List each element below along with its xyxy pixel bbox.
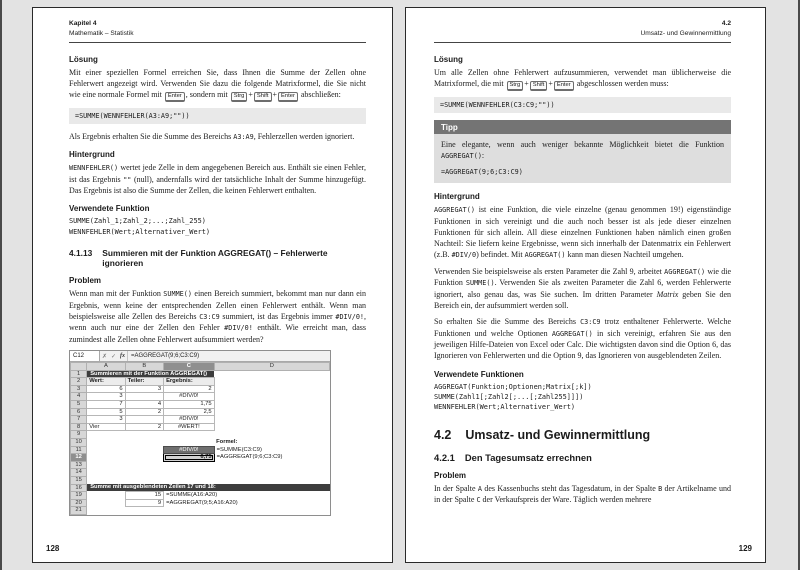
inline-code: SUMME() xyxy=(465,279,495,288)
row-number-11: 11 xyxy=(71,446,87,454)
sheet-cell: Formel: xyxy=(216,439,238,446)
mono-line: WENNFEHLER(Wert;Alternativer_Wert) xyxy=(434,403,576,412)
sheet-cell xyxy=(214,378,329,386)
sheet-cell xyxy=(125,446,163,454)
sheet-cell xyxy=(87,431,125,439)
used-functions-list xyxy=(434,382,731,413)
enter-icon: ✓ xyxy=(110,353,117,360)
sheet-cell xyxy=(214,393,329,401)
sheet-cell xyxy=(87,476,125,484)
row-number-5: 5 xyxy=(71,401,87,409)
sheet-cell xyxy=(214,476,329,484)
sheet-row-12 xyxy=(71,454,330,462)
heading-verwendete-funktionen: Verwendete Funktionen xyxy=(434,369,524,379)
sheet-cell xyxy=(125,393,163,401)
row-number-6: 6 xyxy=(71,408,87,416)
row-number-1: 1 xyxy=(71,370,87,378)
row-number-8: 8 xyxy=(71,423,87,431)
formula-bar-value: =AGGREGAT(9;6;C3:C9) xyxy=(131,353,200,360)
heading-problem: Problem xyxy=(69,276,102,286)
page-right xyxy=(405,7,766,563)
inline-code: #DIV/0 xyxy=(451,251,477,260)
inline-code: AGGREGAT() xyxy=(441,151,482,160)
sheet-cell xyxy=(164,469,215,477)
sheet-cell: 7 xyxy=(87,401,125,409)
sheet-cell xyxy=(125,476,163,484)
tip-box-body xyxy=(434,134,731,184)
sheet-cell: 2 xyxy=(125,423,163,431)
paragraph-problem: Wenn man mit der Funktion SUMME() einen Bereich summiert, bekommt man nur dann ein Ergebnis, wenn keine der entsprechenden Zellen einen Fehlerwert enthält. Wenn man beispielsweise alle Zellen des Bereichs C3:C9 summiert, ist das Ergebnis immer #DIV/0!, wenn auch nur eine der Zellen den Fehler #DIV/0! enthält. Wie erreicht man, dass zumindest alle Zellen ohne Fehlerwert aufsummiert werden? xyxy=(69,289,367,344)
sheet-cell: Vier xyxy=(87,423,125,431)
sheet-cell: 9 xyxy=(125,499,163,507)
sheet-cell: #DIV/0! xyxy=(164,446,215,454)
sheet-row-19 xyxy=(71,492,330,500)
sheet-cell xyxy=(125,454,163,462)
row-number-15: 15 xyxy=(71,476,87,484)
sheet-row-16 xyxy=(71,484,330,492)
sheet-cell xyxy=(125,461,163,469)
sheet-cell xyxy=(214,431,329,439)
sheet-cell: 2 xyxy=(125,408,163,416)
inline-code: A3:A9 xyxy=(233,132,254,141)
sheet-cell xyxy=(214,370,329,378)
sheet-row-6 xyxy=(71,408,330,416)
heading-verwendete-funktion: Verwendete Funktion xyxy=(69,204,150,214)
sheet-cell xyxy=(214,507,329,515)
sheet-cell: Summe mit ausgeblendeten Zeilen 17 und 18: xyxy=(87,484,330,492)
row-number-14: 14 xyxy=(71,469,87,477)
running-header-left xyxy=(69,19,366,43)
row-number-16: 16 xyxy=(71,484,87,492)
sheet-cell: 6,75 xyxy=(164,454,215,462)
inline-code: #DIV/0! xyxy=(224,324,253,333)
sheet-cell xyxy=(164,431,215,439)
inline-code: B xyxy=(658,484,663,493)
paragraph-result: Als Ergebnis erhalten Sie die Summe des Bereichs A3:A9, Fehlerzellen werden ignoriert. xyxy=(69,131,355,141)
inline-code: "" xyxy=(123,175,132,184)
sheet-cell xyxy=(125,469,163,477)
heading-loesung-right: Lösung xyxy=(434,55,463,65)
subsection-title: Den Tagesumsatz errechnen xyxy=(464,451,592,463)
heading-problem-right: Problem xyxy=(434,470,467,480)
sheet-cell xyxy=(125,416,163,424)
sheet-row-2 xyxy=(71,378,330,386)
section-number: 4.2 xyxy=(434,427,452,442)
sheet-cell: 6 xyxy=(87,385,125,393)
section-heading-4-2 xyxy=(434,428,731,442)
key-cap: Shift xyxy=(530,81,548,91)
paragraph-intro-right: Um alle Zellen ohne Fehlerwert aufzusummieren, verwendet man üblicherweise die Matrixformel, die mit Strg + Shift + Enter abgeschlossen werden muss: xyxy=(434,67,731,91)
sheet-row-9 xyxy=(71,431,330,439)
row-number-21: 21 xyxy=(71,507,87,515)
code-block-formula: =SUMME(WENNFEHLER(A3:A9;"")) xyxy=(69,108,366,124)
page-left xyxy=(32,7,393,563)
sheet-cell: 2 xyxy=(164,385,215,393)
sheet-cell: 3 xyxy=(87,416,125,424)
sheet-cell xyxy=(214,423,329,431)
sheet-cell: 5 xyxy=(87,408,125,416)
page-left-content xyxy=(33,8,392,562)
sheet-cell: 3 xyxy=(87,393,125,401)
page-number-left: 128 xyxy=(46,544,60,553)
sheet-cell xyxy=(164,507,215,515)
sheet-row-4 xyxy=(71,393,330,401)
row-number-12: 12 xyxy=(71,454,87,462)
paragraph-background-3: So erhalten Sie die Summe des Bereichs C3:C9 trotz enthaltener Fehlerwerte. Welche Funktionen und welche Optionen AGGREGAT() in sich vereinigt, erfahren Sie aus den jeweiligen Hilfe-Dateien von Excel oder Calc. Die wichtigsten davon sind die Option 6, das Ignorieren von Fehlerwerten und die Option 9, das Ignorieren von ausgeblendeten Zeilen. xyxy=(434,317,731,361)
sheet-cell xyxy=(164,439,215,447)
key-cap: Enter xyxy=(165,92,185,102)
sheet-cell: Ergebnis: xyxy=(164,378,215,386)
page-number-right: 129 xyxy=(738,544,752,553)
sheet-cell xyxy=(214,416,329,424)
sheet-corner xyxy=(71,363,87,371)
chapter-label: Kapitel 4 xyxy=(69,20,97,27)
section-number-label: 4.2 xyxy=(721,20,731,27)
emphasis-text: Matrix xyxy=(656,289,679,299)
sheet-cell xyxy=(125,431,163,439)
row-number-19: 19 xyxy=(71,492,87,500)
key-cap: Shift xyxy=(254,92,272,102)
running-header-right xyxy=(434,19,731,43)
sheet-cell xyxy=(214,461,329,469)
inline-code: C3:C9 xyxy=(580,318,601,327)
sheet-cell: =AGGREGAT(9;6;C3:C9) xyxy=(216,454,283,461)
row-number-9: 9 xyxy=(71,431,87,439)
inline-code: #DIV/0! xyxy=(335,312,365,321)
sheet-header-row xyxy=(71,363,330,371)
sheet-cell xyxy=(87,492,125,500)
inline-code: C xyxy=(476,496,481,505)
inline-code: AGGREGAT() xyxy=(434,206,475,215)
sheet-cell xyxy=(87,446,125,454)
tip-code: =AGGREGAT(9;6;C3:C9) xyxy=(441,168,523,177)
inline-code: AGGREGAT() xyxy=(524,251,566,260)
paragraph-background: WENNFEHLER() wertet jede Zelle in dem angegebenen Bereich aus. Enthält sie einen Fehler, ist das Ergebnis "" (null), andernfalls wird der tatsächliche Inhalt der Summe hinzugefügt. Das Ergebnis ist also die Summe der Zellen, die keinen Fehlerwert enthalten. xyxy=(69,163,366,196)
sheet-row-15 xyxy=(71,476,330,484)
sheet-cell: =SUMME(A16:A20) xyxy=(166,492,218,499)
insert-function-icon: fx xyxy=(120,353,125,360)
sheet-row-20 xyxy=(71,499,330,507)
mono-line: WENNFEHLER(Wert;Alternativer_Wert) xyxy=(69,227,211,236)
column-header-c: C xyxy=(164,363,215,371)
sheet-cell: 15 xyxy=(125,492,163,500)
sheet-cell xyxy=(214,385,329,393)
tip-box xyxy=(434,120,731,184)
sheet-cell: Wert: xyxy=(87,378,125,386)
sheet-cell xyxy=(125,507,163,515)
sheet-cell xyxy=(87,499,125,507)
formula-bar-divider xyxy=(127,351,128,361)
sheet-row-5 xyxy=(71,401,330,409)
section-title: Summieren mit der Funktion AGGREGAT() – Fehlerwerte ignorieren xyxy=(102,248,328,269)
sheet-cell xyxy=(214,401,329,409)
code-block-formula-right: =SUMME(WENNFEHLER(C3:C9;"")) xyxy=(434,97,731,113)
column-header-d: D xyxy=(214,363,329,371)
sheet-cell xyxy=(164,476,215,484)
row-number-7: 7 xyxy=(71,416,87,424)
sheet-cell xyxy=(87,439,125,447)
sheet-cell xyxy=(214,469,329,477)
inline-code: SUMME() xyxy=(163,290,192,299)
row-number-4: 4 xyxy=(71,393,87,401)
inline-code: AGGREGAT() xyxy=(664,267,706,276)
key-cap: Enter xyxy=(278,92,298,102)
used-function-list xyxy=(69,216,366,237)
row-number-2: 2 xyxy=(71,378,87,386)
sheet-row-8 xyxy=(71,423,330,431)
subsection-number: 4.2.1 xyxy=(434,451,455,463)
sheet-cell: 1,75 xyxy=(164,401,215,409)
sheet-row-21 xyxy=(71,507,330,515)
row-number-10: 10 xyxy=(71,439,87,447)
heading-hintergrund: Hintergrund xyxy=(69,150,115,160)
section-heading-4-1-13 xyxy=(69,248,366,268)
mono-line: AGGREGAT(Funktion;Optionen;Matrix[;k]) xyxy=(434,382,592,391)
sheet-cell: #DIV/0! xyxy=(164,416,215,424)
column-header-a: A xyxy=(87,363,125,371)
sheet-cell xyxy=(87,469,125,477)
sheet-cell xyxy=(214,408,329,416)
sheet-cell: Summieren mit der Funktion AGGREGAT() xyxy=(87,370,214,378)
sheet-cell xyxy=(125,439,163,447)
section-title: Umsatz- und Gewinnermittlung xyxy=(465,427,651,442)
heading-loesung: Lösung xyxy=(69,55,98,65)
sheet-table xyxy=(70,362,330,515)
mono-line: SUMME(Zahl1[;Zahl2[;...[;Zahl255]]]) xyxy=(434,392,584,401)
cell-name-box: C12 xyxy=(70,351,100,361)
sheet-cell: #WERT! xyxy=(164,423,215,431)
tip-box-header: Tipp xyxy=(434,120,731,134)
row-number-20: 20 xyxy=(71,499,87,507)
sheet-cell: #DIV/0! xyxy=(164,393,215,401)
sheet-cell xyxy=(87,461,125,469)
sheet-row-7 xyxy=(71,416,330,424)
sheet-row-1 xyxy=(71,370,330,378)
sheet-cell xyxy=(87,507,125,515)
sheet-row-14 xyxy=(71,469,330,477)
chapter-title: Mathematik – Statistik xyxy=(69,29,134,37)
column-header-b: B xyxy=(125,363,163,371)
row-number-3: 3 xyxy=(71,385,87,393)
sheet-row-11 xyxy=(71,446,330,454)
sheet-row-10 xyxy=(71,439,330,447)
section-title-label: Umsatz- und Gewinnermittlung xyxy=(640,29,731,37)
mono-line: SUMME(Zahl_1;Zahl_2;...;Zahl_255) xyxy=(69,217,206,226)
sheet-cell xyxy=(164,461,215,469)
inline-code: C3:C9 xyxy=(199,312,220,321)
formula-bar xyxy=(70,351,330,362)
sheet-row-13 xyxy=(71,461,330,469)
sheet-cell: 4 xyxy=(125,401,163,409)
sheet-cell: =AGGREGAT(9;5;A16:A20) xyxy=(166,499,238,506)
section-number: 4.1.13 xyxy=(69,248,93,259)
key-cap: Enter xyxy=(554,81,574,91)
sheet-cell: Teiler: xyxy=(125,378,163,386)
sheet-cell: 2,5 xyxy=(164,408,215,416)
page-right-content xyxy=(406,8,765,562)
inline-code: AGGREGAT() xyxy=(551,329,593,338)
sheet-body xyxy=(71,370,330,514)
cancel-icon: ✗ xyxy=(101,353,108,360)
heading-hintergrund-right: Hintergrund xyxy=(434,192,480,202)
row-number-13: 13 xyxy=(71,461,87,469)
inline-code: WENNFEHLER() xyxy=(69,164,119,173)
sheet-cell: =SUMME(C3:C9) xyxy=(216,446,262,453)
key-cap: Strg xyxy=(231,92,248,102)
subsection-heading-4-2-1 xyxy=(434,452,731,463)
paragraph-intro: Mit einer speziellen Formel erreichen Sie, dass Ihnen die Summe der Zellen ohne Fehlerwert angezeigt wird. Verwenden Sie dazu die folgende Matrixformel, die Sie nicht wie eine normale Formel mit Enter , sondern mit Strg + Shift + Enter abschließen: xyxy=(69,67,366,103)
sheet-cell: 3 xyxy=(125,385,163,393)
tip-text: Eine elegante, wenn auch weniger bekannte Möglichkeit bietet die Funktion AGGREGAT(): xyxy=(441,139,724,160)
key-cap: Strg xyxy=(507,81,524,91)
paragraph-background-2: Verwenden Sie beispielsweise als ersten Parameter die Zahl 9, arbeitet AGGREGAT() wie die Funktion SUMME(). Verwenden Sie als zweiten Parameter die Zahl 6, werden Fehlerwerte ignoriert, also genau das, was Sie suchen. Im dritten Parameter Matrix geben Sie den Bereich ein, der aufsummiert werden soll. xyxy=(434,266,732,311)
paragraph-problem-right: In der Spalte A des Kassenbuchs steht das Tagesdatum, in der Spalte B der Artikelname und in der Spalte C der Verkaufspreis der Ware. Täglich werden mehrere xyxy=(434,483,732,505)
paragraph-background-1: AGGREGAT() ist eine Funktion, die viele einzelne (genau genommen 19!) eigenständige Funktionen in sich vereinigt und die auch noch besser ist als jede dieser einzelnen Funktionen für sich allein. All diese einzelnen Funktionen haben nämlich einen großen Nachteil: Sie liefern keine Ergebnisse, wenn sich innerhalb der Datenmatrix ein Fehlerwert (z.B. #DIV/0) befindet. Mit AGGREGAT() kann man diesen Nachteil umgehen. xyxy=(434,205,731,260)
sheet-row-3 xyxy=(71,385,330,393)
sheet-cell xyxy=(87,454,125,462)
spreadsheet-figure xyxy=(69,350,331,516)
inline-code: A xyxy=(477,484,482,493)
